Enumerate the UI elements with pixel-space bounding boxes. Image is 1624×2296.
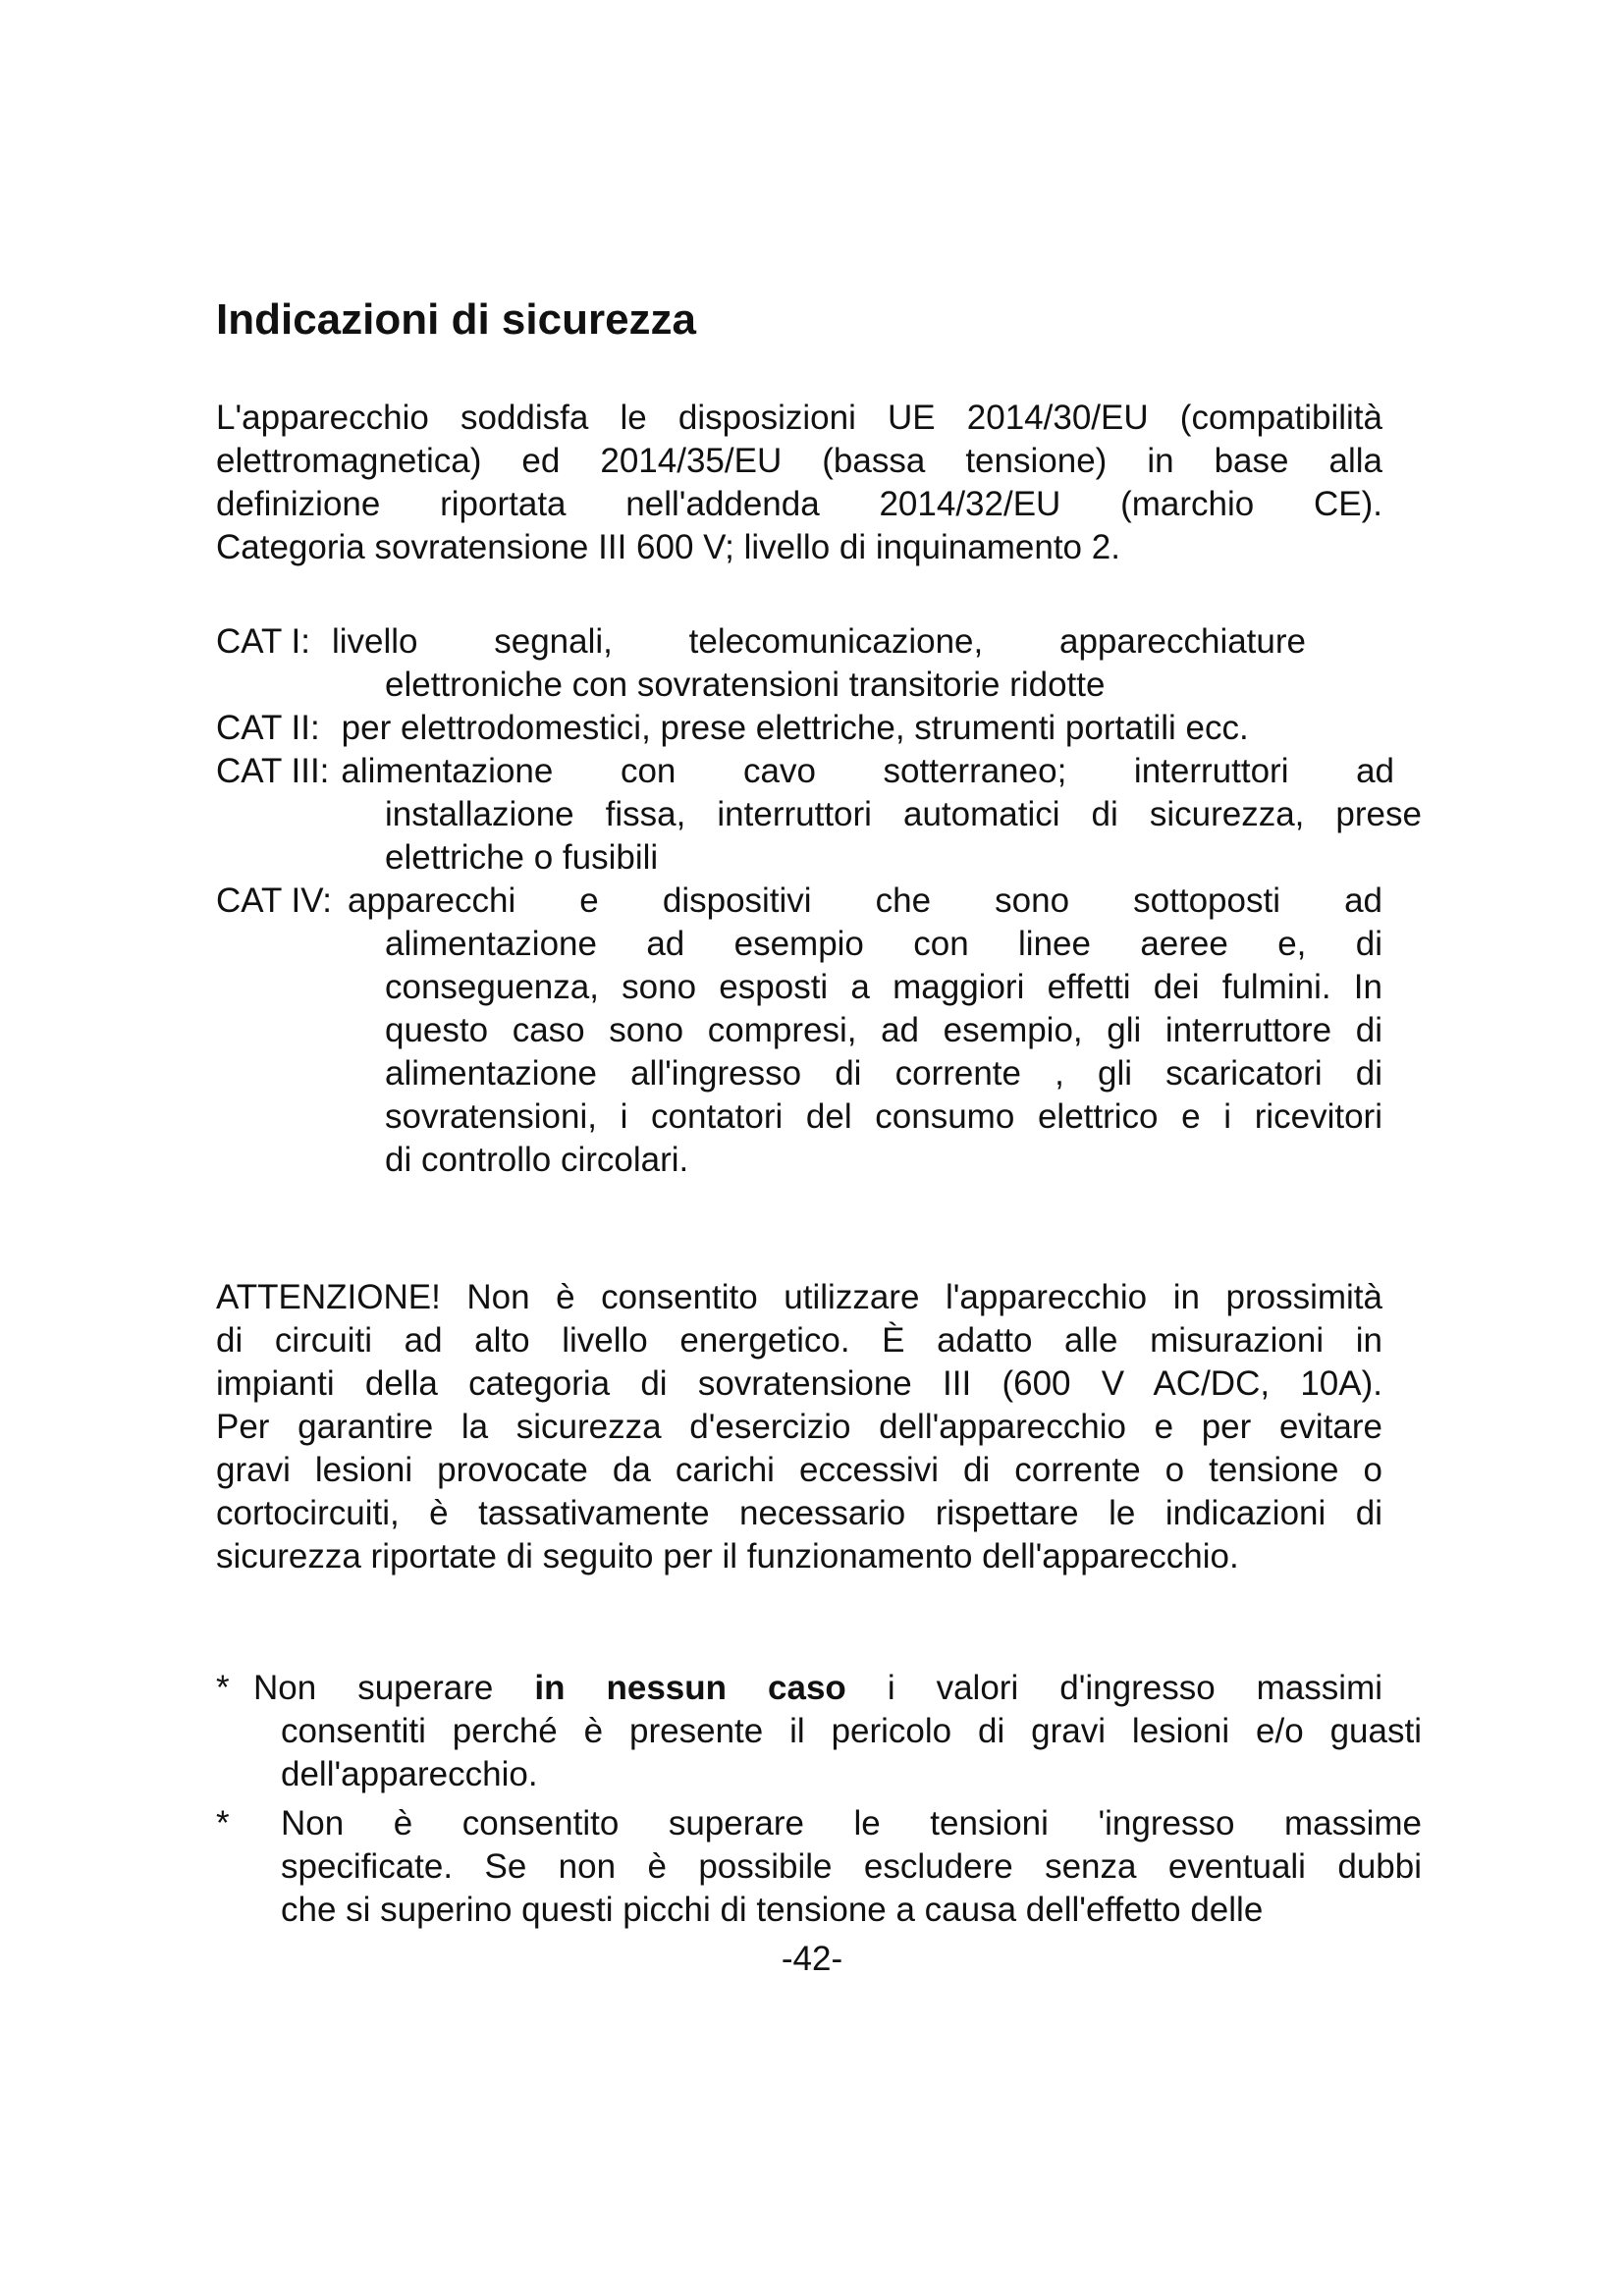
warning-line: cortocircuiti, è tassativamente necessario rispettare le indicazioni di [216, 1494, 1382, 1532]
category-line: alimentazione ad esempio con linee aeree e, di [385, 925, 1382, 963]
bullet-text: Non superare [253, 1669, 494, 1707]
bullet-line: Non è consentito superare le tensioni 'ingresso massime [281, 1804, 1422, 1842]
category-label: CAT III: [216, 752, 330, 790]
bullet-line [216, 1667, 1422, 1710]
safety-bullet [216, 1667, 1422, 1796]
category-item-cat-ii [216, 707, 1422, 750]
category-list [216, 620, 1422, 1182]
intro-line: definizione riportata nell'addenda 2014/32/EU (marchio CE). [216, 485, 1382, 523]
warning-line: Per garantire la sicurezza d'esercizio dell'apparecchio e per evitare [216, 1408, 1382, 1446]
warning-line: gravi lesioni provocate da carichi eccessivi di corrente o tensione o [216, 1451, 1382, 1489]
bullet-text: i valori d'ingresso massimi [887, 1669, 1382, 1707]
warning-line: ATTENZIONE! Non è consentito utilizzare l'apparecchio in prossimità [216, 1278, 1382, 1316]
category-line: alimentazione all'ingresso di corrente , gli scaricatori di [385, 1054, 1382, 1093]
category-line: installazione fissa, interruttori automatici di sicurezza, prese [385, 795, 1422, 833]
intro-line: Categoria sovratensione III 600 V; livello di inquinamento 2. [216, 528, 1120, 566]
page-title: Indicazioni di sicurezza [216, 295, 697, 344]
category-line: sovratensioni, i contatori del consumo elettrico e i ricevitori [385, 1097, 1382, 1136]
bullet-line: specificate. Se non è possibile escludere senza eventuali dubbi [281, 1847, 1422, 1886]
bullet-line: che si superino questi picchi di tensione a causa dell'effetto delle [281, 1891, 1264, 1929]
category-label: CAT IV: [216, 881, 332, 920]
bullet-line: consentiti perché è presente il pericolo di gravi lesioni e/o guasti [281, 1712, 1422, 1750]
category-line [216, 707, 1422, 750]
category-line: elettriche o fusibili [385, 838, 659, 877]
category-text: livello segnali, telecomunicazione, apparecchiature [331, 622, 1306, 661]
page-number: -42- [781, 1940, 843, 1978]
warning-line: impianti della categoria di sovratensione III (600 V AC/DC, 10A). [216, 1364, 1382, 1403]
category-label: CAT I: [216, 622, 310, 661]
category-item-cat-iv [216, 880, 1422, 1182]
intro-line: L'apparecchio soddisfa le disposizioni UE 2014/30/EU (compatibilità [216, 399, 1382, 437]
warning-line: sicurezza riportate di seguito per il funzionamento dell'apparecchio. [216, 1537, 1239, 1575]
category-line [216, 620, 1422, 664]
category-label: CAT II: [216, 709, 320, 747]
category-item-cat-iii [216, 750, 1422, 880]
bullet-marker: * [216, 1669, 230, 1707]
category-line: di controllo circolari. [385, 1141, 689, 1179]
safety-bullet [216, 1802, 1422, 1932]
bullet-emphasis: in nessun caso [534, 1669, 846, 1707]
category-text: apparecchi e dispositivi che sono sottoposti ad [348, 881, 1382, 920]
safety-bullet-list [216, 1667, 1422, 1932]
category-text: per elettrodomestici, prese elettriche, strumenti portatili ecc. [341, 709, 1249, 747]
category-text: alimentazione con cavo sotterraneo; interruttori ad [341, 752, 1394, 790]
category-line [216, 750, 1422, 793]
category-line: questo caso sono compresi, ad esempio, gli interruttore di [385, 1011, 1382, 1049]
intro-paragraph [216, 397, 1382, 569]
bullet-line: dell'apparecchio. [281, 1755, 538, 1793]
category-item-cat-i [216, 620, 1422, 707]
category-line [216, 880, 1422, 923]
category-line: elettroniche con sovratensioni transitorie ridotte [385, 666, 1106, 704]
warning-line: di circuiti ad alto livello energetico. È adatto alle misurazioni in [216, 1321, 1382, 1360]
bullet-marker: * [216, 1804, 230, 1842]
intro-line: elettromagnetica) ed 2014/35/EU (bassa tensione) in base alla [216, 442, 1382, 480]
category-line: conseguenza, sono esposti a maggiori effetti dei fulmini. In [385, 968, 1382, 1006]
warning-paragraph [216, 1276, 1382, 1578]
